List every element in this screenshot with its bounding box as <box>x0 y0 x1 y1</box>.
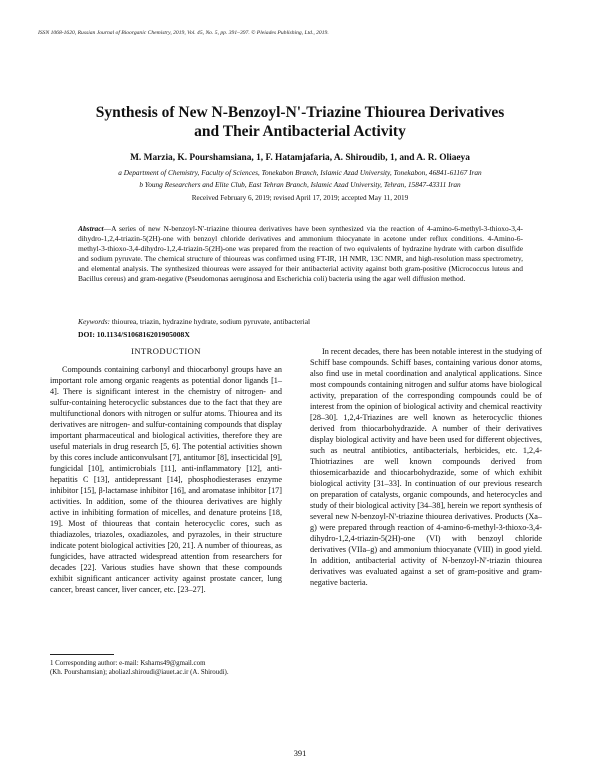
author-list: M. Marzia, K. Pourshamsiana, 1, F. Hatamjafaria, A. Shiroudib, 1, and A. R. Oliaeya <box>130 153 470 163</box>
received-dates: Received February 6, 2019; revised April 17, 2019; accepted May 11, 2019 <box>191 194 409 202</box>
footnote-divider <box>50 654 114 655</box>
title-line-1: Synthesis of New N-Benzoyl-N'-Triazine Thiourea Derivatives <box>95 104 505 121</box>
article-title <box>40 103 560 141</box>
footnote-line-1: 1 Corresponding author: e-mail: Ksharns49@gmail.com <box>50 660 206 667</box>
doi: DOI: 10.1134/S106816201905008X <box>78 330 190 339</box>
page-number: 391 <box>293 749 307 758</box>
left-column <box>50 346 282 595</box>
keywords <box>78 317 523 326</box>
abstract <box>78 224 523 283</box>
affiliation-a: a Department of Chemistry, Faculty of Sciences, Tonekabon Branch, Islamic Azad University, Tonekabon, 46841-61167 Iran <box>118 168 482 177</box>
footnote <box>50 659 282 677</box>
abstract-text: —A series of new N-benzoyl-N'-triazine thiourea derivatives have been synthesized via the reaction of 4-amino-6-methyl-3-thioxo-3,4-dihydro-1,2,4-triazin-5(2H)-one with benzoyl chloride derivatives and ammonium thiocyanate in acetone under reflux conditions. 4-Amino-6-methyl-3-thioxo-3,4-dihydro-1,2,4-triazin-5(2H)-one was prepared from the reaction of two equivalents of hydrazine hydrate with carbon disulfide and sodium pyruvate. The chemical structure of thioureas was confirmed using FT-IR, 1H NMR, 13C NMR, and high-resolution mass spectrometry, and elemental analysis. The synthesized thioureas were assayed for their antibacterial activity against both gram-positive (Micrococcus luteus and Bacillus cereus) and gram-negative (Pseudomonas aeruginosa and Escherichia coli) bacteria using the agar well diffusion method. <box>78 224 523 283</box>
footnote-line-2: (Kh. Pourshamsian); aboliazl.shiroudi@iauet.ac.ir (A. Shiroudi). <box>50 669 229 676</box>
journal-header: ISSN 1068-1620, Russian Journal of Bioorganic Chemistry, 2019, Vol. 45, No. 5, pp. 391–397. © Pleiades Publishing, Ltd., 2019. <box>38 30 329 36</box>
affiliation-b: b Young Researchers and Elite Club, East Tehran Branch, Islamic Azad University, Tehran, 15847-43311 Iran <box>139 180 461 189</box>
title-line-2: and Their Antibacterial Activity <box>194 123 406 140</box>
keywords-text: thiourea, triazin, hydrazine hydrate, sodium pyruvate, antibacterial <box>109 317 311 326</box>
intro-paragraph-right: In recent decades, there has been notable interest in the studying of Schiff base compounds. Schiff bases, containing various donor atoms, also find use in metal coordination and analytical applications. Since most compounds containing nitrogen and sulfur atoms have biological activity, preparation of the corresponding compounds could be of interest from the opinion of biological activity and chemical reactivity [28–30]. 1,2,4-Triazines are well known as heterocyclic thiones derived from thiocarbohydrazide. A number of their derivatives display biological activity and have been used for different objectives, such as neutral antibiotics, antibacterials, herbicides, etc. 1,2,4-Thiotriazines are well known compounds derived from thiosemicarbazide and thiocarbohydrazide, some of which exhibit biological activity [31–33]. In continuation of our previous research on preparation of catalysts, organic compounds, and heterocycles and study of their biological activity [34–38], herein we report synthesis of several new N-benzoyl-N'-triazine thiourea derivatives. Products (Xa–g) were prepared through reaction of 4-amino-6-methyl-3-thioxo-3,4-dihydro-1,2,4-triazin-5(2H)-one (VI) with benzoyl chloride derivatives (VIIa–g) and ammonium thiocyanate (VIII) in good yield. In addition, antibacterial activity of N-benzoyl-N'-triazin thiourea derivatives was evaluated against a set of gram-positive and gram-negative bacteria. <box>310 347 542 587</box>
abstract-label: Abstract <box>78 224 104 233</box>
intro-paragraph-left: Compounds containing carbonyl and thiocarbonyl groups have an important role among organic reagents as potential donor ligands [1–4]. There is significant interest in the chemistry of nitrogen- and sulfur-containing heterocyclic substances due to the fact that they are multifunctional donors with nitrogen or sulfur atoms. Thiourea and its derivatives are nitrogen- and sulfur-containing compounds that display important pharmaceutical and biological activities, therefore they are useful materials in drug research [5, 6]. The potential activities shown by this cores include anticonvulsant [7], antitumor [8], insecticidal [9], fungicidal [10], antimicrobials [11], anti-inflammatory [12], anti-hepatitis C [13], antidepressant [14], phosphodiesterases enzyme inhibitor [15], β-lactamase inhibitor [16], and aromatase inhibitor [17] activities. In addition, some of the thiourea derivatives are highly active in inhibiting formation of micelles, and denature proteins [18, 19]. Most of thioureas that contain heterocyclic cores, such as thiadiazoles, triazoles, oxadiazoles, and pyrazoles, in their structure indicate potent biological activities [20, 21]. A number of thioureas, as fungicides, have attracted widespread attention from researchers for decades [22]. Various studies have shown that these compounds exhibit significant anticancer activity against prostate cancer, lung cancer, breast cancer, liver cancer, etc. [23–27]. <box>50 365 282 594</box>
section-heading-introduction: INTRODUCTION <box>131 346 201 356</box>
keywords-label: Keywords: <box>78 317 110 326</box>
right-column <box>310 346 542 588</box>
